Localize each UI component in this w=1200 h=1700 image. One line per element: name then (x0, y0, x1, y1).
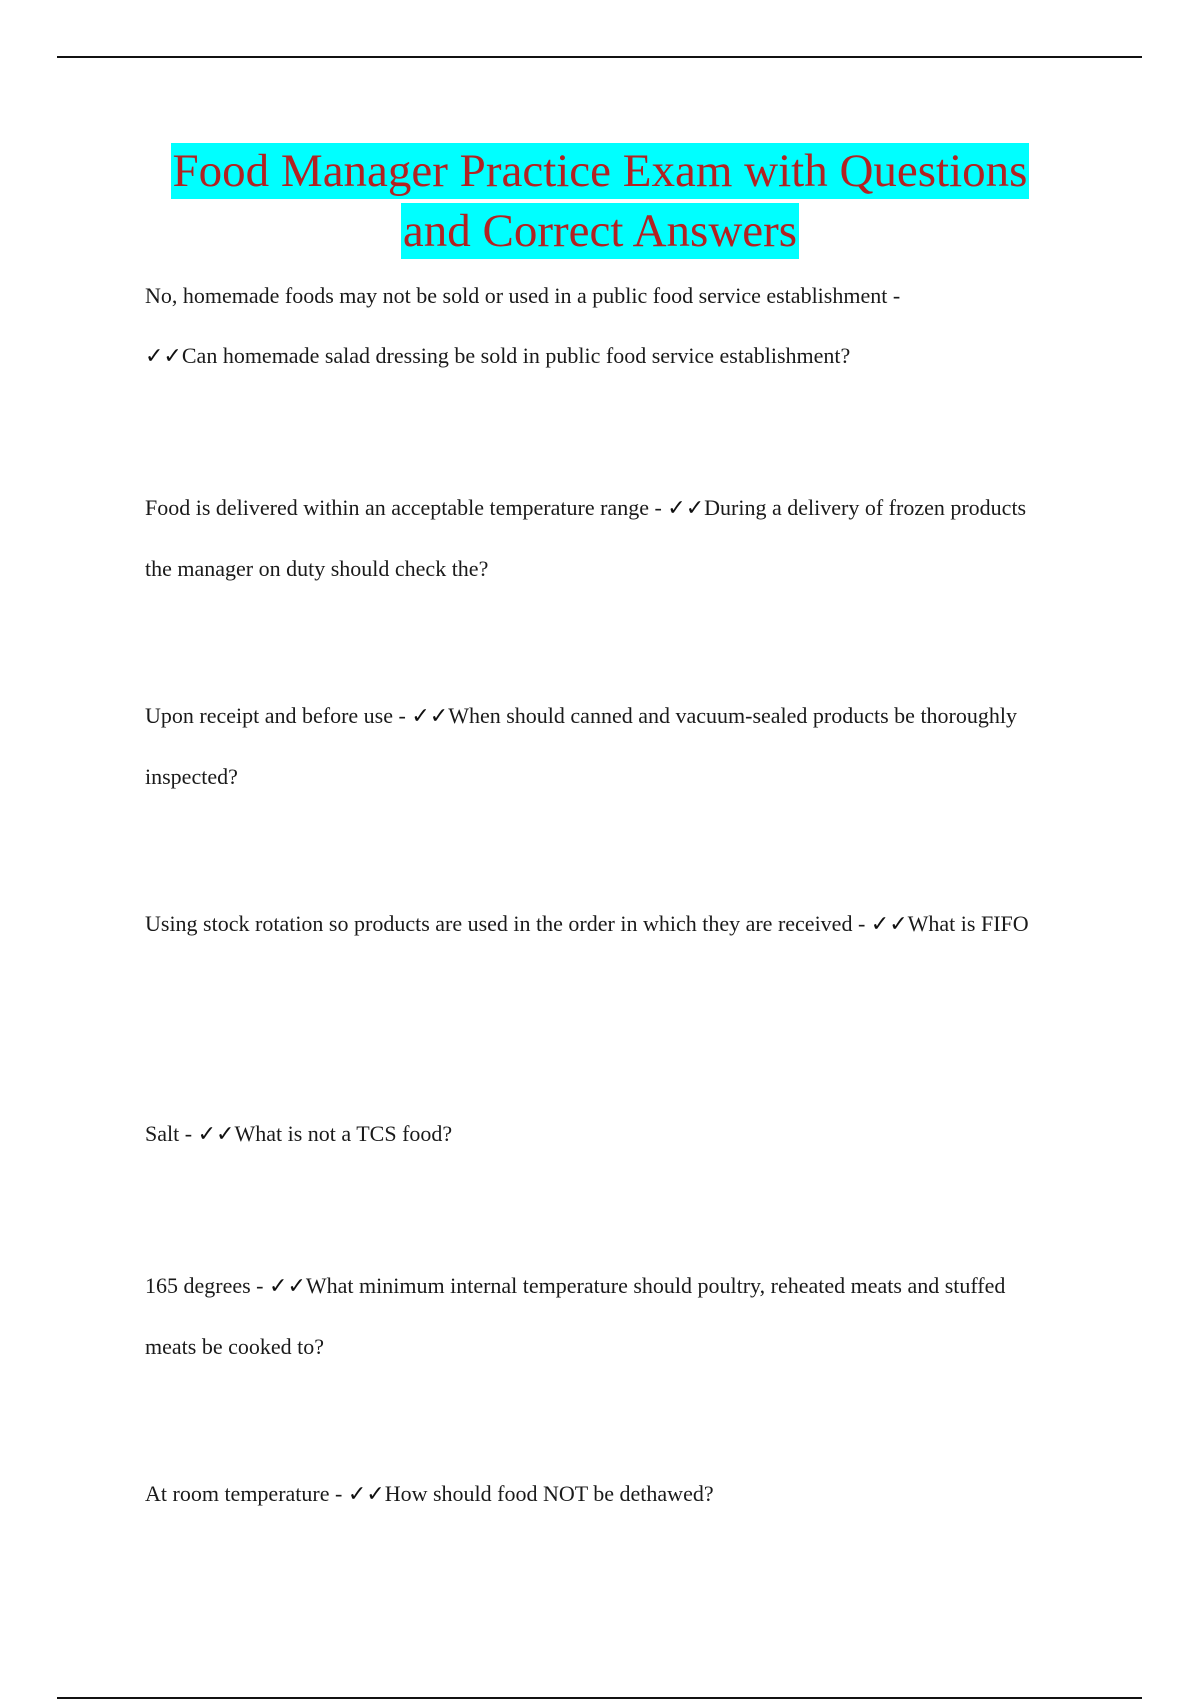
title-line-2: and Correct Answers (402, 205, 798, 257)
title-line-1: Food Manager Practice Exam with Questions (172, 145, 1028, 197)
bottom-rule (57, 1697, 1142, 1699)
question-text: What is not a TCS food? (234, 1121, 453, 1146)
question-text: How should food NOT be dethawed? (384, 1481, 714, 1506)
qa-entry-6 (145, 1256, 1045, 1377)
check-icon: ✓✓ (870, 912, 908, 937)
check-icon: ✓✓ (269, 1274, 306, 1299)
check-icon: ✓✓ (411, 704, 449, 729)
qa-entry-3 (145, 686, 1045, 807)
qa-entry-1 (145, 266, 1045, 387)
answer-text: Upon receipt and before use - (145, 703, 406, 728)
answer-text: Using stock rotation so products are used in the order in which they are received - (145, 911, 866, 936)
answer-text: Salt - (145, 1121, 193, 1146)
answer-text: At room temperature - (145, 1481, 343, 1506)
check-icon: ✓✓ (347, 1482, 385, 1507)
answer-text: 165 degrees - (145, 1273, 264, 1298)
top-rule (57, 56, 1142, 58)
answer-text: No, homemade foods may not be sold or used in a public food service establishment - (145, 283, 901, 308)
question-text: When should canned and vacuum-sealed products be thoroughly inspected? (145, 703, 1017, 789)
qa-entry-4 (145, 894, 1045, 955)
question-text: During a delivery of frozen products the manager on duty should check the? (145, 495, 1027, 581)
answer-text: Food is delivered within an acceptable temperature range - (145, 495, 662, 520)
question-text: What minimum internal temperature should poultry, reheated meats and stuffed meats be cooked to? (145, 1273, 1006, 1359)
question-text: Can homemade salad dressing be sold in public food service establishment? (181, 343, 851, 368)
question-text: What is FIFO (907, 911, 1029, 936)
qa-entry-7 (145, 1464, 1045, 1525)
qa-entry-2 (145, 478, 1045, 599)
check-icon: ✓✓ (197, 1122, 235, 1147)
qa-entry-5 (145, 1104, 1045, 1165)
check-icon: ✓✓ (145, 344, 182, 369)
check-icon: ✓✓ (667, 496, 705, 521)
page-title (100, 143, 1100, 263)
